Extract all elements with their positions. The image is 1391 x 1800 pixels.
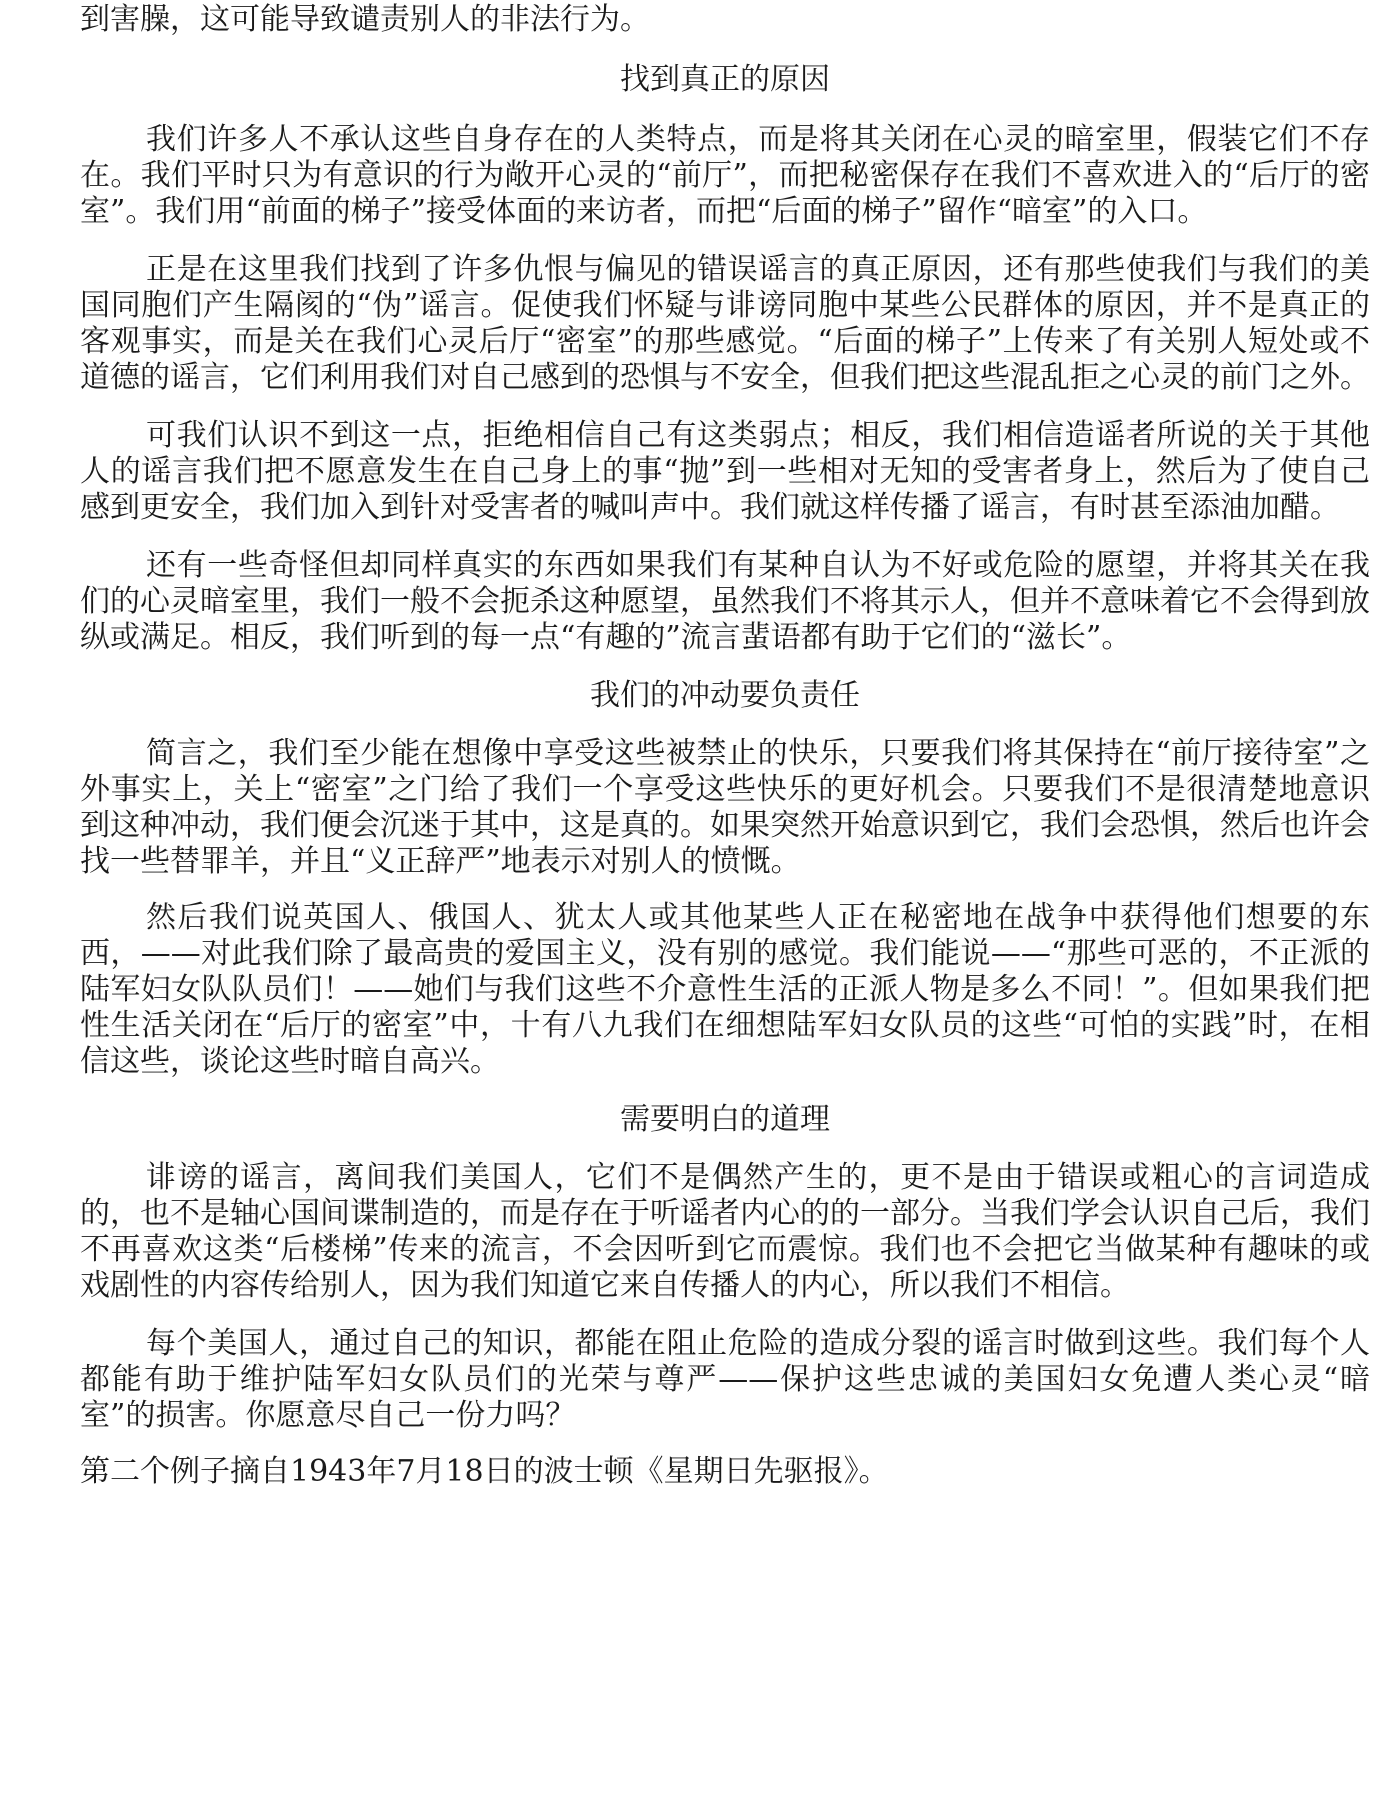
section-heading-impulses-responsible: 我们的冲动要负责任 xyxy=(590,678,860,713)
paragraph-1: 我们许多人不承认这些自身存在的人类特点，而是将其关闭在心灵的暗室里，假装它们不存在。我们平时只为有意识的行为敞开心灵的“前厅”，而把秘密保存在我们不喜欢进入的“后厅的密室”。我们用“前面的梯子”接受体面的来访者，而把“后面的梯子”留作“暗室”的入口。 xyxy=(80,122,1370,229)
paragraph-7: 诽谤的谣言，离间我们美国人，它们不是偶然产生的，更不是由于错误或粗心的言词造成的，也不是轴心国间谍制造的，而是存在于听谣者内心的的一部分。当我们学会认识自己后，我们不再喜欢这类“后楼梯”传来的流言，不会因听到它而震惊。我们也不会把它当做某种有趣味的或戏剧性的内容传给别人，因为我们知道它来自传播人的内心，所以我们不相信。 xyxy=(80,1160,1370,1303)
document-page xyxy=(80,0,1370,1490)
paragraph-5: 简言之，我们至少能在想像中享受这些被禁止的快乐，只要我们将其保持在“前厅接待室”之外事实上，关上“密室”之门给了我们一个享受这些快乐的更好机会。只要我们不是很清楚地意识到这种冲动，我们便会沉迷于其中，这是真的。如果突然开始意识到它，我们会恐惧，然后也许会找一些替罪羊，并且“义正辞严”地表示对别人的愤慨。 xyxy=(80,736,1370,879)
paragraph-3: 可我们认识不到这一点，拒绝相信自己有这类弱点；相反，我们相信造谣者所说的关于其他人的谣言我们把不愿意发生在自己身上的事“抛”到一些相对无知的受害者身上，然后为了使自己感到更安全，我们加入到针对受害者的喊叫声中。我们就这样传播了谣言，有时甚至添油加醋。 xyxy=(80,418,1370,525)
paragraph-4: 还有一些奇怪但却同样真实的东西如果我们有某种自认为不好或危险的愿望，并将其关在我们的心灵暗室里，我们一般不会扼杀这种愿望，虽然我们不将其示人，但并不意味着它不会得到放纵或满足。相反，我们听到的每一点“有趣的”流言蜚语都有助于它们的“滋长”。 xyxy=(80,548,1370,655)
section-heading-find-real-cause: 找到真正的原因 xyxy=(620,62,830,97)
continuation-text: 到害臊，这可能导致谴责别人的非法行为。 xyxy=(80,2,650,37)
closing-line: 第二个例子摘自1943年7月18日的波士顿《星期日先驱报》。 xyxy=(80,1454,889,1489)
paragraph-6: 然后我们说英国人、俄国人、犹太人或其他某些人正在秘密地在战争中获得他们想要的东西，——对此我们除了最高贵的爱国主义，没有别的感觉。我们能说——“那些可恶的，不正派的陆军妇女队队员们！——她们与我们这些不介意性生活的正派人物是多么不同！”。但如果我们把性生活关闭在“后厅的密室”中，十有八九我们在细想陆军妇女队员的这些“可怕的实践”时，在相信这些，谈论这些时暗自高兴。 xyxy=(80,900,1370,1079)
paragraph-2: 正是在这里我们找到了许多仇恨与偏见的错误谣言的真正原因，还有那些使我们与我们的美国同胞们产生隔阂的“伪”谣言。促使我们怀疑与诽谤同胞中某些公民群体的原因，并不是真正的客观事实，而是关在我们心灵后厅“密室”的那些感觉。“后面的梯子”上传来了有关别人短处或不道德的谣言，它们利用我们对自己感到的恐惧与不安全，但我们把这些混乱拒之心灵的前门之外。 xyxy=(80,252,1370,395)
paragraph-8: 每个美国人，通过自己的知识，都能在阻止危险的造成分裂的谣言时做到这些。我们每个人都能有助于维护陆军妇女队员们的光荣与尊严——保护这些忠诚的美国妇女免遭人类心灵“暗室”的损害。你愿意尽自己一份力吗？ xyxy=(80,1326,1370,1433)
section-heading-principles: 需要明白的道理 xyxy=(620,1102,830,1137)
